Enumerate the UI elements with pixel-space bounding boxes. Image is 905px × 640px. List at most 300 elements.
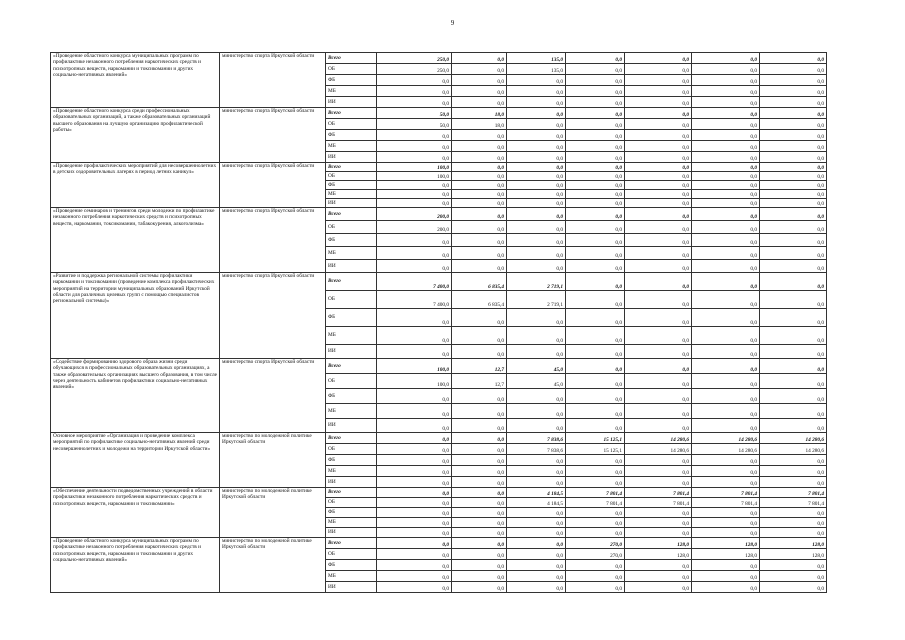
amount-cell: 0,0 (507, 309, 566, 327)
amount-cell: 14 280,6 (692, 444, 760, 455)
amount-cell: 0,0 (452, 477, 507, 488)
table-row (51, 163, 827, 172)
amount-cell: 0,0 (566, 455, 625, 466)
funding-source: Всего (326, 163, 377, 172)
amount-cell: 0,0 (377, 141, 452, 152)
amount-cell: 0,0 (566, 75, 625, 86)
amount-cell: 0,0 (760, 419, 827, 433)
amount-cell: 0,0 (566, 172, 625, 181)
amount-cell: 0,0 (377, 247, 452, 260)
amount-cell: 0,0 (507, 181, 566, 190)
funding-source: ФБ (326, 309, 377, 327)
amount-cell: 7 838,6 (507, 444, 566, 455)
amount-cell: 0,0 (760, 108, 827, 119)
amount-cell: 0,0 (377, 199, 452, 208)
amount-cell: 0,0 (507, 466, 566, 477)
amount-cell: 7 801,4 (692, 488, 760, 498)
amount-cell: 0,0 (625, 75, 692, 86)
amount-cell: 0,0 (625, 518, 692, 528)
amount-cell: 0,0 (625, 359, 692, 374)
amount-cell: 0,0 (625, 247, 692, 260)
amount-cell: 0,0 (507, 141, 566, 152)
amount-cell: 0,0 (566, 327, 625, 345)
amount-cell: 0,0 (452, 97, 507, 108)
amount-cell: 128,0 (760, 549, 827, 560)
amount-cell: 0,0 (507, 86, 566, 97)
amount-cell: 0,0 (452, 75, 507, 86)
funding-source: ИИ (326, 528, 377, 538)
amount-cell: 0,0 (692, 163, 760, 172)
amount-cell: 0,0 (760, 404, 827, 419)
amount-cell: 0,0 (452, 247, 507, 260)
amount-cell: 0,0 (692, 247, 760, 260)
amount-cell: 0,0 (625, 389, 692, 404)
amount-cell: 0,0 (760, 571, 827, 582)
amount-cell: 0,0 (625, 309, 692, 327)
event-name: «Проведение областного конкурса среди профессиональных образовательных организаций, а также образовательных организаций высшего образования на лучшую организацию профилактической работы» (51, 108, 220, 163)
amount-cell: 0,0 (566, 141, 625, 152)
amount-cell: 0,0 (377, 130, 452, 141)
amount-cell: 128,0 (625, 549, 692, 560)
amount-cell: 0,0 (692, 273, 760, 291)
funding-source: МБ (326, 327, 377, 345)
amount-cell: 0,0 (566, 389, 625, 404)
funding-source: ФБ (326, 455, 377, 466)
amount-cell: 0,0 (452, 309, 507, 327)
amount-cell: 0,0 (625, 374, 692, 389)
amount-cell: 0,0 (377, 508, 452, 518)
amount-cell: 128,0 (625, 538, 692, 549)
amount-cell: 0,0 (566, 571, 625, 582)
amount-cell: 0,0 (760, 309, 827, 327)
responsible-executor: министерство по молодежной политике Иркутской области (220, 538, 326, 593)
amount-cell: 270,0 (566, 538, 625, 549)
amount-cell: 0,0 (692, 419, 760, 433)
funding-source: ФБ (326, 560, 377, 571)
amount-cell: 0,0 (377, 571, 452, 582)
amount-cell: 7 801,4 (566, 488, 625, 498)
amount-cell: 0,0 (760, 466, 827, 477)
amount-cell: 0,0 (377, 309, 452, 327)
amount-cell: 0,0 (452, 488, 507, 498)
amount-cell: 0,0 (452, 571, 507, 582)
amount-cell: 0,0 (692, 141, 760, 152)
page-number: 9 (450, 19, 455, 27)
amount-cell: 0,0 (452, 327, 507, 345)
table-row (51, 433, 827, 444)
funding-source: МБ (326, 404, 377, 419)
amount-cell: 0,0 (452, 208, 507, 221)
funding-source: Всего (326, 208, 377, 221)
funding-source: ФБ (326, 75, 377, 86)
table-row (51, 108, 827, 119)
amount-cell: 0,0 (377, 477, 452, 488)
funding-source: ФБ (326, 234, 377, 247)
amount-cell: 0,0 (692, 260, 760, 273)
amount-cell: 15 125,1 (566, 444, 625, 455)
amount-cell: 0,0 (507, 260, 566, 273)
amount-cell: 0,0 (377, 345, 452, 359)
amount-cell: 0,0 (692, 181, 760, 190)
event-name: «Проведение областного конкурса муниципальных программ по профилактике незаконного потребления наркотических средств и психотропных веществ, наркомании и токсикомании и других социально-негативных явлений» (51, 538, 220, 593)
responsible-executor: министерство по молодежной политике Иркутской области (220, 488, 326, 538)
amount-cell: 0,0 (507, 234, 566, 247)
funding-source: Всего (326, 359, 377, 374)
table-row (51, 208, 827, 221)
amount-cell: 0,0 (507, 221, 566, 234)
amount-cell: 100,0 (377, 163, 452, 172)
amount-cell: 0,0 (452, 172, 507, 181)
amount-cell: 0,0 (692, 389, 760, 404)
amount-cell: 0,0 (760, 260, 827, 273)
amount-cell: 0,0 (760, 359, 827, 374)
amount-cell: 0,0 (566, 152, 625, 163)
amount-cell: 0,0 (760, 172, 827, 181)
amount-cell: 0,0 (692, 359, 760, 374)
amount-cell: 0,0 (566, 108, 625, 119)
amount-cell: 0,0 (566, 181, 625, 190)
funding-source: ОБ (326, 172, 377, 181)
amount-cell: 0,0 (760, 345, 827, 359)
amount-cell: 0,0 (760, 190, 827, 199)
event-name: «Проведение семинаров и тренингов среди молодежи по профилактике незаконного потребления наркотических средств и психотропных веществ, наркомании, токсикомании, табакокурения, алкоголизма» (51, 208, 220, 273)
funding-source: Всего (326, 488, 377, 498)
amount-cell: 0,0 (507, 549, 566, 560)
amount-cell: 0,0 (566, 345, 625, 359)
amount-cell: 0,0 (692, 327, 760, 345)
amount-cell: 0,0 (566, 374, 625, 389)
amount-cell: 0,0 (452, 508, 507, 518)
amount-cell: 0,0 (625, 208, 692, 221)
amount-cell: 0,0 (760, 152, 827, 163)
amount-cell: 0,0 (625, 163, 692, 172)
amount-cell: 0,0 (625, 190, 692, 199)
funding-source: ИИ (326, 199, 377, 208)
amount-cell: 0,0 (625, 181, 692, 190)
amount-cell: 0,0 (377, 234, 452, 247)
amount-cell: 200,0 (377, 221, 452, 234)
amount-cell: 7 801,4 (760, 488, 827, 498)
amount-cell: 0,0 (760, 389, 827, 404)
funding-source: ОБ (326, 444, 377, 455)
amount-cell: 0,0 (760, 181, 827, 190)
amount-cell: 0,0 (377, 466, 452, 477)
event-name: «Содействие формированию здорового образа жизни среди обучающихся в профессиональных образовательных организациях, а также образовательных организациях высшего образования, в том числе через деятельность кабинетов профилактики социально-негативных явлений» (51, 359, 220, 433)
responsible-executor: министерство спорта Иркутской области (220, 208, 326, 273)
amount-cell: 0,0 (625, 571, 692, 582)
funding-source: ФБ (326, 508, 377, 518)
amount-cell: 0,0 (760, 374, 827, 389)
amount-cell: 0,0 (377, 260, 452, 273)
amount-cell: 0,0 (760, 528, 827, 538)
table-row (51, 488, 827, 498)
amount-cell: 0,0 (452, 538, 507, 549)
amount-cell: 7 838,6 (507, 433, 566, 444)
amount-cell: 0,0 (507, 404, 566, 419)
amount-cell: 6 835,4 (452, 291, 507, 309)
amount-cell: 0,0 (507, 508, 566, 518)
amount-cell: 0,0 (625, 327, 692, 345)
amount-cell: 0,0 (377, 498, 452, 508)
amount-cell: 50,0 (377, 108, 452, 119)
amount-cell: 0,0 (760, 163, 827, 172)
amount-cell: 0,0 (507, 208, 566, 221)
amount-cell: 12,7 (452, 359, 507, 374)
amount-cell: 0,0 (566, 247, 625, 260)
amount-cell: 0,0 (566, 64, 625, 75)
table-body (51, 53, 827, 593)
amount-cell: 0,0 (692, 582, 760, 593)
amount-cell: 0,0 (507, 163, 566, 172)
amount-cell: 0,0 (377, 444, 452, 455)
amount-cell: 135,0 (507, 64, 566, 75)
funding-source: ОБ (326, 291, 377, 309)
amount-cell: 7 801,4 (625, 498, 692, 508)
amount-cell: 0,0 (377, 86, 452, 97)
amount-cell: 0,0 (625, 273, 692, 291)
amount-cell: 0,0 (566, 404, 625, 419)
amount-cell: 0,0 (566, 199, 625, 208)
amount-cell: 0,0 (452, 163, 507, 172)
amount-cell: 0,0 (377, 419, 452, 433)
amount-cell: 0,0 (566, 97, 625, 108)
amount-cell: 0,0 (692, 477, 760, 488)
amount-cell: 0,0 (507, 538, 566, 549)
funding-source: Всего (326, 433, 377, 444)
amount-cell: 0,0 (625, 53, 692, 64)
amount-cell: 0,0 (377, 190, 452, 199)
amount-cell: 12,7 (452, 374, 507, 389)
amount-cell: 0,0 (692, 571, 760, 582)
amount-cell: 0,0 (625, 141, 692, 152)
amount-cell: 0,0 (692, 374, 760, 389)
amount-cell: 0,0 (625, 108, 692, 119)
amount-cell: 0,0 (452, 234, 507, 247)
funding-source: МБ (326, 190, 377, 199)
amount-cell: 50,0 (377, 119, 452, 130)
amount-cell: 18,0 (452, 108, 507, 119)
amount-cell: 0,0 (507, 190, 566, 199)
amount-cell: 45,0 (507, 374, 566, 389)
amount-cell: 0,0 (566, 477, 625, 488)
amount-cell: 0,0 (692, 345, 760, 359)
amount-cell: 0,0 (377, 549, 452, 560)
amount-cell: 0,0 (507, 130, 566, 141)
amount-cell: 0,0 (452, 190, 507, 199)
amount-cell: 0,0 (625, 172, 692, 181)
amount-cell: 14 280,6 (692, 433, 760, 444)
amount-cell: 14 280,6 (625, 444, 692, 455)
amount-cell: 0,0 (692, 75, 760, 86)
amount-cell: 0,0 (692, 119, 760, 130)
funding-source: Всего (326, 538, 377, 549)
funding-source: МБ (326, 518, 377, 528)
amount-cell: 0,0 (566, 273, 625, 291)
amount-cell: 0,0 (625, 199, 692, 208)
amount-cell: 0,0 (452, 518, 507, 528)
funding-source: Всего (326, 108, 377, 119)
amount-cell: 6 835,4 (452, 273, 507, 291)
amount-cell: 0,0 (566, 86, 625, 97)
amount-cell: 0,0 (760, 53, 827, 64)
amount-cell: 0,0 (452, 181, 507, 190)
amount-cell: 0,0 (625, 419, 692, 433)
funding-source: Всего (326, 273, 377, 291)
funding-source: ОБ (326, 221, 377, 234)
amount-cell: 0,0 (566, 221, 625, 234)
amount-cell: 0,0 (566, 208, 625, 221)
amount-cell: 0,0 (507, 119, 566, 130)
amount-cell: 0,0 (625, 404, 692, 419)
amount-cell: 0,0 (566, 419, 625, 433)
amount-cell: 0,0 (625, 345, 692, 359)
amount-cell: 0,0 (566, 163, 625, 172)
funding-source: ФБ (326, 130, 377, 141)
amount-cell: 0,0 (625, 86, 692, 97)
amount-cell: 0,0 (692, 560, 760, 571)
funding-source: ОБ (326, 374, 377, 389)
amount-cell: 0,0 (760, 75, 827, 86)
amount-cell: 0,0 (760, 327, 827, 345)
event-name: Основное мероприятие «Организация и проведение комплекса мероприятий по профилактике социально-негативных явлений среди несовершеннолетних и молодежи на территории Иркутской области» (51, 433, 220, 488)
amount-cell: 0,0 (377, 97, 452, 108)
amount-cell: 0,0 (507, 247, 566, 260)
funding-source: ОБ (326, 498, 377, 508)
amount-cell: 0,0 (507, 419, 566, 433)
event-name: «Проведение профилактических мероприятий для несовершеннолетних в детских оздоровительных лагерях в период летних каникул» (51, 163, 220, 208)
funding-source: ИИ (326, 582, 377, 593)
amount-cell: 0,0 (452, 64, 507, 75)
amount-cell: 0,0 (566, 508, 625, 518)
responsible-executor: министерство спорта Иркутской области (220, 163, 326, 208)
amount-cell: 0,0 (692, 64, 760, 75)
amount-cell: 0,0 (452, 582, 507, 593)
amount-cell: 0,0 (692, 291, 760, 309)
amount-cell: 0,0 (452, 221, 507, 234)
amount-cell: 0,0 (507, 172, 566, 181)
amount-cell: 0,0 (692, 86, 760, 97)
funding-source: ИИ (326, 97, 377, 108)
amount-cell: 0,0 (692, 172, 760, 181)
funding-source: МБ (326, 247, 377, 260)
amount-cell: 0,0 (452, 560, 507, 571)
responsible-executor: министерство спорта Иркутской области (220, 273, 326, 359)
responsible-executor: министерство спорта Иркутской области (220, 359, 326, 433)
amount-cell: 0,0 (566, 130, 625, 141)
amount-cell: 0,0 (507, 152, 566, 163)
amount-cell: 0,0 (566, 560, 625, 571)
amount-cell: 7 801,4 (760, 498, 827, 508)
amount-cell: 0,0 (692, 199, 760, 208)
amount-cell: 0,0 (507, 97, 566, 108)
amount-cell: 0,0 (625, 466, 692, 477)
amount-cell: 0,0 (452, 152, 507, 163)
amount-cell: 0,0 (452, 419, 507, 433)
funding-source: МБ (326, 86, 377, 97)
amount-cell: 0,0 (377, 75, 452, 86)
amount-cell: 0,0 (625, 152, 692, 163)
amount-cell: 0,0 (760, 86, 827, 97)
amount-cell: 0,0 (625, 234, 692, 247)
amount-cell: 128,0 (760, 538, 827, 549)
amount-cell: 0,0 (692, 466, 760, 477)
amount-cell: 0,0 (452, 389, 507, 404)
amount-cell: 0,0 (692, 190, 760, 199)
amount-cell: 0,0 (452, 498, 507, 508)
amount-cell: 7 801,4 (625, 488, 692, 498)
amount-cell: 0,0 (566, 260, 625, 273)
responsible-executor: министерство по молодежной политике Иркутской области (220, 433, 326, 488)
amount-cell: 0,0 (760, 560, 827, 571)
amount-cell: 0,0 (692, 53, 760, 64)
amount-cell: 14 280,6 (760, 444, 827, 455)
amount-cell: 0,0 (760, 208, 827, 221)
amount-cell: 0,0 (625, 508, 692, 518)
amount-cell: 0,0 (760, 508, 827, 518)
amount-cell: 100,0 (377, 359, 452, 374)
amount-cell: 0,0 (625, 260, 692, 273)
amount-cell: 0,0 (452, 260, 507, 273)
amount-cell: 128,0 (692, 549, 760, 560)
amount-cell: 0,0 (566, 234, 625, 247)
amount-cell: 0,0 (760, 119, 827, 130)
amount-cell: 0,0 (507, 560, 566, 571)
amount-cell: 0,0 (692, 309, 760, 327)
amount-cell: 0,0 (760, 141, 827, 152)
funding-source: МБ (326, 466, 377, 477)
event-name: «Развитие и поддержка региональной системы профилактики наркомании и токсикомании (проведение комплекса профилактических мероприятий на территории муниципальных образований Иркутской области для различных целевых групп с помощью специалистов региональной системы)» (51, 273, 220, 359)
amount-cell: 0,0 (760, 64, 827, 75)
event-name: «Обеспечение деятельности подведомственных учреждений в области профилактики незаконного потребления наркотических средств и психотропных веществ, наркомании и токсикомании» (51, 488, 220, 538)
amount-cell: 0,0 (452, 86, 507, 97)
amount-cell: 0,0 (625, 528, 692, 538)
amount-cell: 0,0 (625, 291, 692, 309)
amount-cell: 0,0 (452, 199, 507, 208)
amount-cell: 0,0 (452, 53, 507, 64)
amount-cell: 0,0 (692, 208, 760, 221)
amount-cell: 0,0 (566, 518, 625, 528)
responsible-executor: министерство спорта Иркутской области (220, 108, 326, 163)
amount-cell: 250,0 (377, 64, 452, 75)
amount-cell: 0,0 (760, 518, 827, 528)
amount-cell: 0,0 (452, 549, 507, 560)
amount-cell: 0,0 (507, 327, 566, 345)
amount-cell: 0,0 (692, 221, 760, 234)
amount-cell: 0,0 (566, 53, 625, 64)
table-row (51, 359, 827, 374)
amount-cell: 0,0 (452, 404, 507, 419)
funding-source: ИИ (326, 345, 377, 359)
table-row (51, 538, 827, 549)
amount-cell: 2 719,1 (507, 273, 566, 291)
amount-cell: 0,0 (452, 455, 507, 466)
amount-cell: 0,0 (625, 477, 692, 488)
amount-cell: 0,0 (692, 152, 760, 163)
funding-source: Всего (326, 53, 377, 64)
amount-cell: 0,0 (507, 528, 566, 538)
amount-cell: 0,0 (507, 582, 566, 593)
amount-cell: 0,0 (452, 130, 507, 141)
amount-cell: 0,0 (566, 582, 625, 593)
amount-cell: 0,0 (377, 560, 452, 571)
amount-cell: 0,0 (760, 273, 827, 291)
amount-cell: 7 801,4 (566, 498, 625, 508)
amount-cell: 0,0 (692, 404, 760, 419)
amount-cell: 14 280,6 (625, 433, 692, 444)
amount-cell: 0,0 (566, 466, 625, 477)
amount-cell: 0,0 (760, 455, 827, 466)
amount-cell: 0,0 (760, 234, 827, 247)
